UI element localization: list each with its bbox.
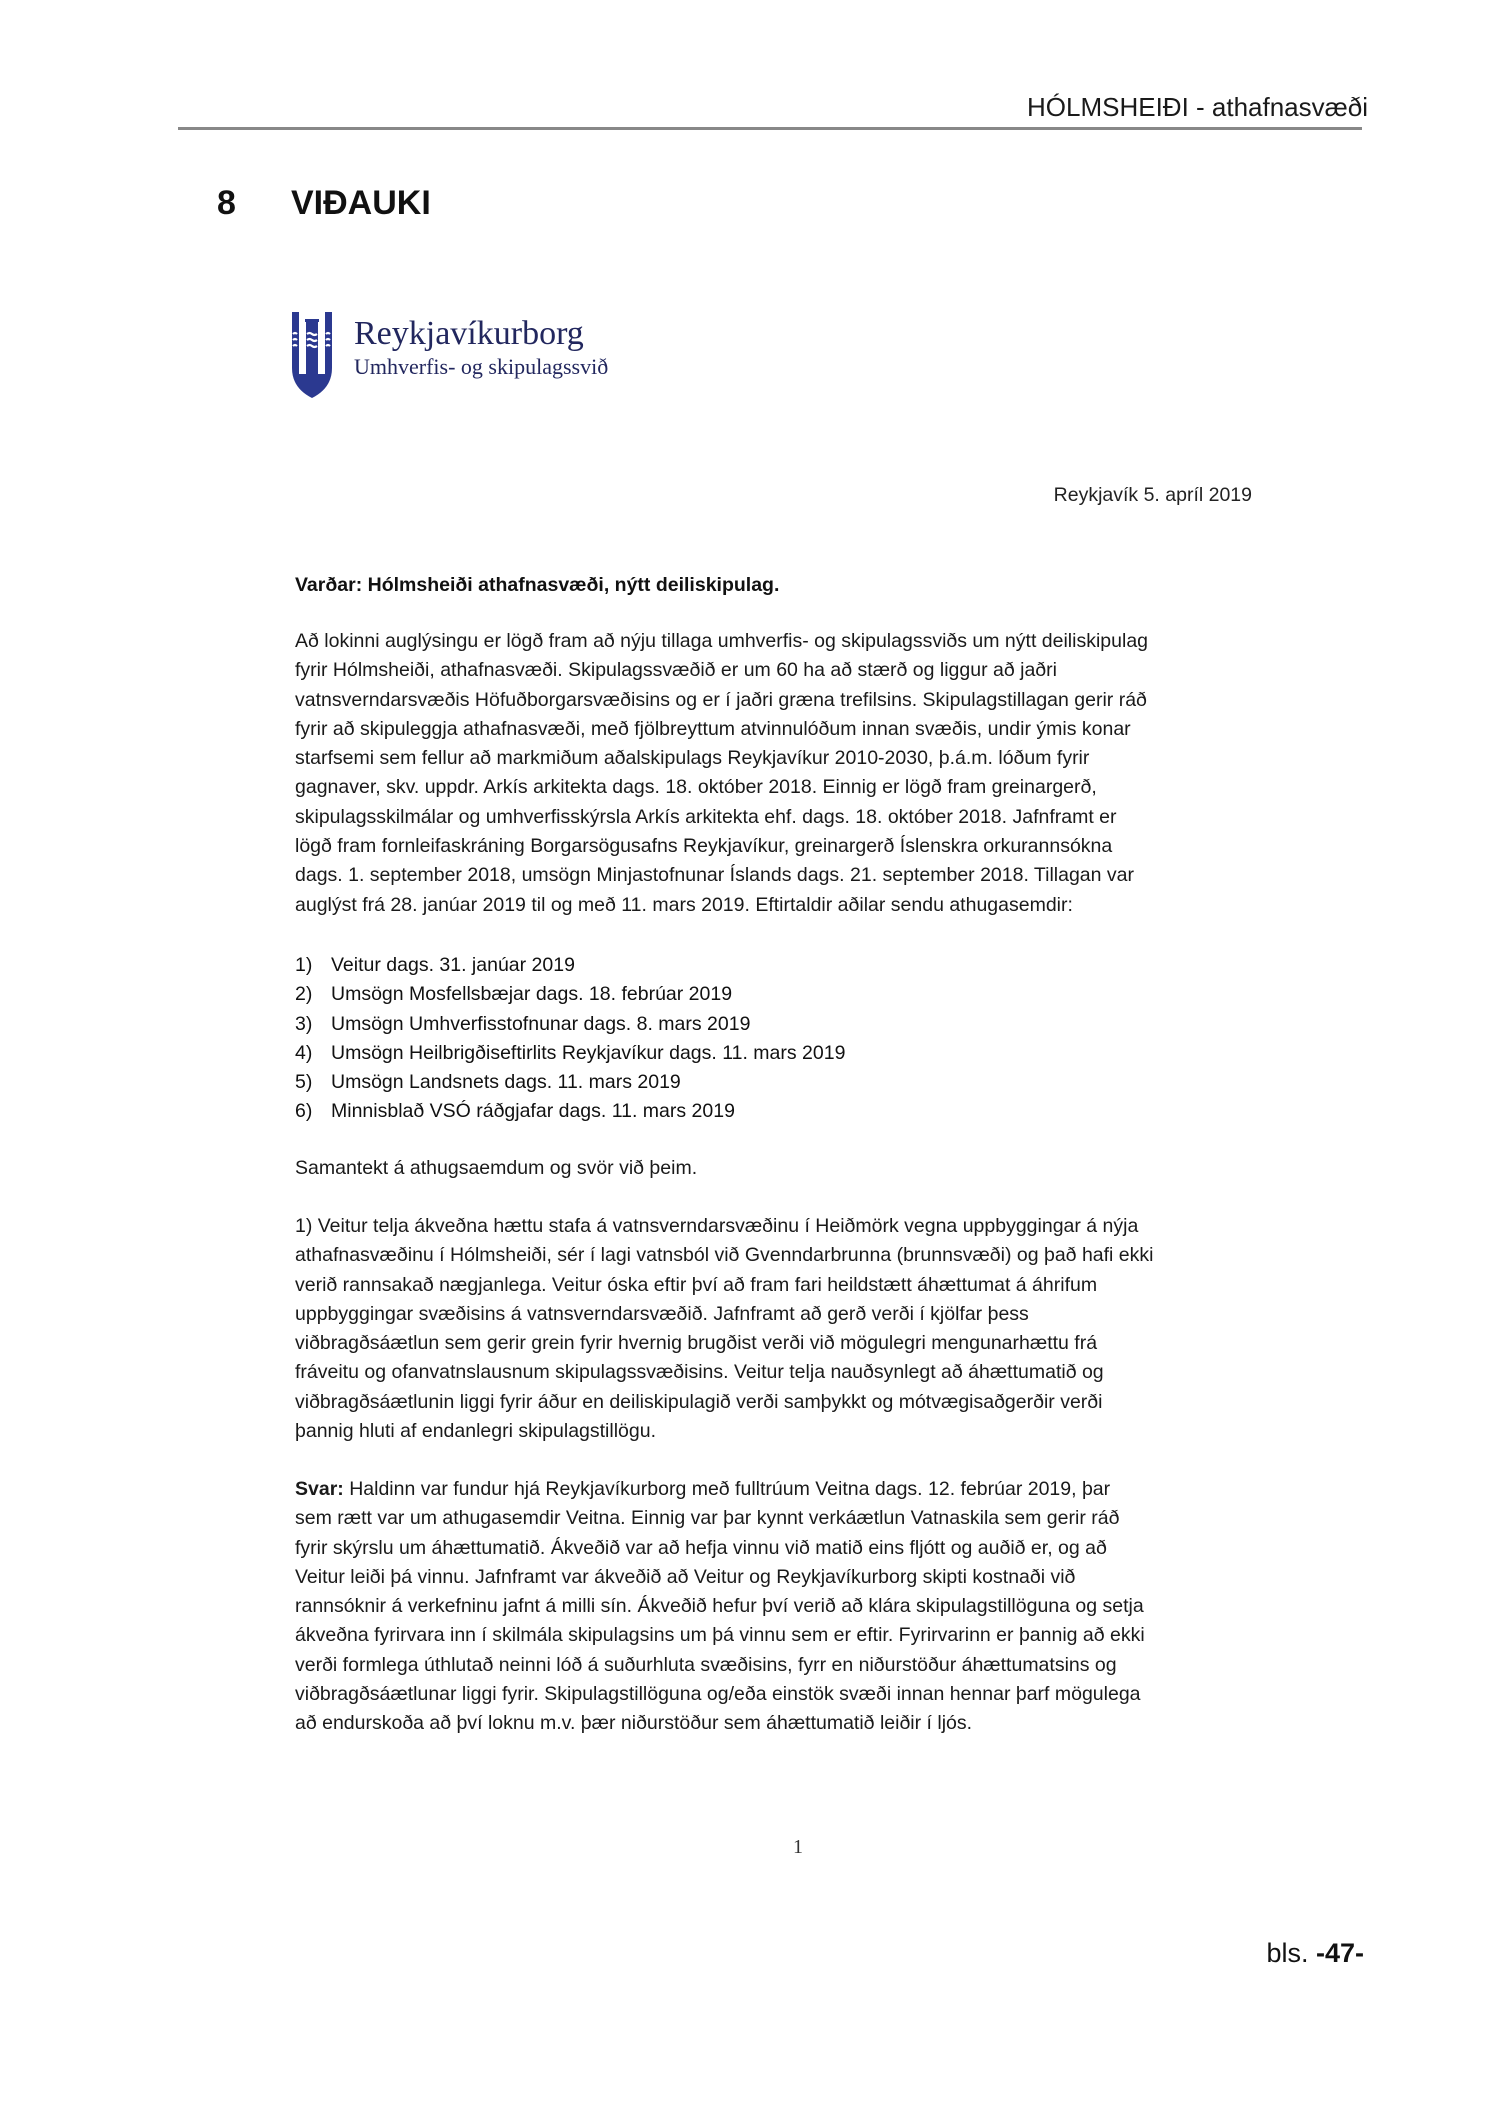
- section-number: 8: [217, 184, 236, 222]
- summary-heading: Samantekt á athugsaemdum og svör við þeim.: [295, 1157, 698, 1179]
- logo-title: Reykjavíkurborg: [354, 315, 584, 352]
- running-header: HÓLMSHEIÐI - athafnasvæði: [1026, 92, 1368, 122]
- text-line: lögð fram fornleifaskráning Borgarsögusafns Reykjavíkur, greinargerð Íslenskra orkurannsókna: [295, 835, 1113, 858]
- text-line: að endurskoða að því loknu m.v. þær niðurstöður sem áhættumatið leiðir í ljós.: [295, 1712, 973, 1735]
- text-line: auglýst frá 28. janúar 2019 til og með 11. mars 2019. Eftirtaldir aðilar sendu athugasemdir:: [295, 893, 1073, 916]
- commenters-list: [295, 951, 845, 1127]
- text-line: fyrir að skipuleggja athafnasvæði, með fjölbreyttum atvinnulóðum innan svæðis, undir ýmis konar: [295, 717, 1131, 740]
- text-line: ákveðna fyrirvara inn í skilmála skipulagsins um þá vinnu sem er eftir. Fyrirvarinn er þannig að ekki: [295, 1624, 1145, 1647]
- answer-paragraph: [295, 1475, 1255, 1739]
- list-item: 5) Umsögn Landsnets dags. 11. mars 2019: [295, 1071, 681, 1094]
- letter-date: Reykjavík 5. apríl 2019: [1053, 484, 1252, 506]
- reykjavik-coat-of-arms-icon: [290, 310, 334, 405]
- logo-subtitle: Umhverfis- og skipulagssvið: [354, 354, 609, 379]
- text-line: sem rætt var um athugasemdir Veitna. Einnig var þar kynnt verkáætlun Vatnaskila sem gerir ráð: [295, 1507, 1120, 1530]
- text-line: viðbragðsáætlunar liggi fyrir. Skipulagstillöguna og/eða einstök svæði innan hennar þarf mögulega: [295, 1683, 1141, 1706]
- text-line: viðbragðsáætlunin liggi fyrir áður en deiliskipulagið verði samþykkt og mótvægisaðgerðir verði: [295, 1390, 1103, 1413]
- text-line: uppbyggingar svæðisins á vatnsverndarsvæðið. Jafnframt að gerð verði í kjölfar þess: [295, 1302, 1029, 1325]
- text-line: Svar: Haldinn var fundur hjá Reykjavíkurborg með fulltrúum Veitna dags. 12. febrúar 2019, þar: [295, 1478, 1111, 1500]
- text-line: viðbragðsáætlun sem gerir grein fyrir hvernig brugðist verði við mögulegri mengunarhættu frá: [295, 1332, 1098, 1355]
- list-item: 6) Minnisblað VSÓ ráðgjafar dags. 11. mars 2019: [295, 1100, 735, 1123]
- footer-page-number: -47-: [1315, 1938, 1364, 1968]
- list-item: 1) Veitur dags. 31. janúar 2019: [295, 954, 575, 976]
- text-line: gagnaver, skv. uppdr. Arkís arkitekta dags. 18. október 2018. Einnig er lögð fram greinargerð,: [295, 776, 1097, 799]
- text-line: 1) Veitur telja ákveðna hættu stafa á vatnsverndarsvæðinu í Heiðmörk vegna uppbyggingar á nýja: [295, 1215, 1139, 1237]
- text-line: Veitur leiði þá vinnu. Jafnframt var ákveðið að Veitur og Reykjavíkurborg skipti kostnaði við: [295, 1565, 1076, 1588]
- text-line: fráveitu og ofanvatnslausnum skipulagssvæðisins. Veitur telja nauðsynlegt að áhættumatið og: [295, 1361, 1104, 1384]
- header-rule: [178, 127, 1362, 130]
- text-line: vatnsverndarsvæðis Höfuðborgarsvæðisins og er í jaðri græna trefilsins. Skipulagstillagan gerir ráð: [295, 688, 1147, 711]
- list-item: 2) Umsögn Mosfellsbæjar dags. 18. febrúar 2019: [295, 983, 733, 1006]
- letter-subject: Varðar: Hólmsheiði athafnasvæði, nýtt deiliskipulag.: [295, 574, 780, 596]
- page-footer: bls. -47-: [1266, 1938, 1364, 1968]
- text-line: rannsóknir á verkefninu jafnt á milli sín. Ákveðið hefur því verið að klára skipulagstillöguna og setja: [295, 1595, 1144, 1618]
- list-item: 3) Umsögn Umhverfisstofnunar dags. 8. mars 2019: [295, 1012, 751, 1035]
- comment-1-paragraph: [295, 1212, 1255, 1446]
- section-heading: [217, 184, 431, 223]
- letter-page-number: 1: [793, 1836, 803, 1858]
- logo: [290, 310, 608, 405]
- text-line: dags. 1. september 2018, umsögn Minjastofnunar Íslands dags. 21. september 2018. Tillagan var: [295, 864, 1135, 887]
- answer-label: Svar:: [295, 1478, 344, 1500]
- text-line: verið rannsakað nægjanlega. Veitur óska eftir því að fram fari heildstætt áhættumat á áhrifum: [295, 1273, 1098, 1296]
- text-line: skipulagsskilmálar og umhverfisskýrsla Arkís arkitekta ehf. dags. 18. október 2018. Jafnframt er: [295, 805, 1117, 828]
- text-line: þannig hluti af endanlegri skipulagstillögu.: [295, 1420, 656, 1443]
- text-line: fyrir Hólmsheiði, athafnasvæði. Skipulagssvæðið er um 60 ha að stærð og liggur að jaðri: [295, 659, 1057, 682]
- list-item: 4) Umsögn Heilbrigðiseftirlits Reykjavíkur dags. 11. mars 2019: [295, 1041, 846, 1064]
- section-title: VIÐAUKI: [291, 184, 431, 222]
- text-line: verði formlega úthlutað neinni lóð á suðurhluta svæðisins, fyrr en niðurstöður áhættumatsins og: [295, 1653, 1117, 1676]
- text-line: starfsemi sem fellur að markmiðum aðalskipulags Reykjavíkur 2010-2030, þ.á.m. lóðum fyrir: [295, 747, 1090, 770]
- text-line: fyrir skýrslu um áhættumatið. Ákveðið var að hefja vinnu við matið eins fljótt og auðið er, og að: [295, 1536, 1107, 1559]
- intro-paragraph: [295, 627, 1255, 920]
- text-line: athafnasvæðinu í Hólmsheiði, sér í lagi vatnsból við Gvenndarbrunna (brunnsvæði) og það hafi ekki: [295, 1244, 1154, 1267]
- text-line: Að lokinni auglýsingu er lögð fram að nýju tillaga umhverfis- og skipulagssviðs um nýtt deiliskipulag: [295, 630, 1149, 652]
